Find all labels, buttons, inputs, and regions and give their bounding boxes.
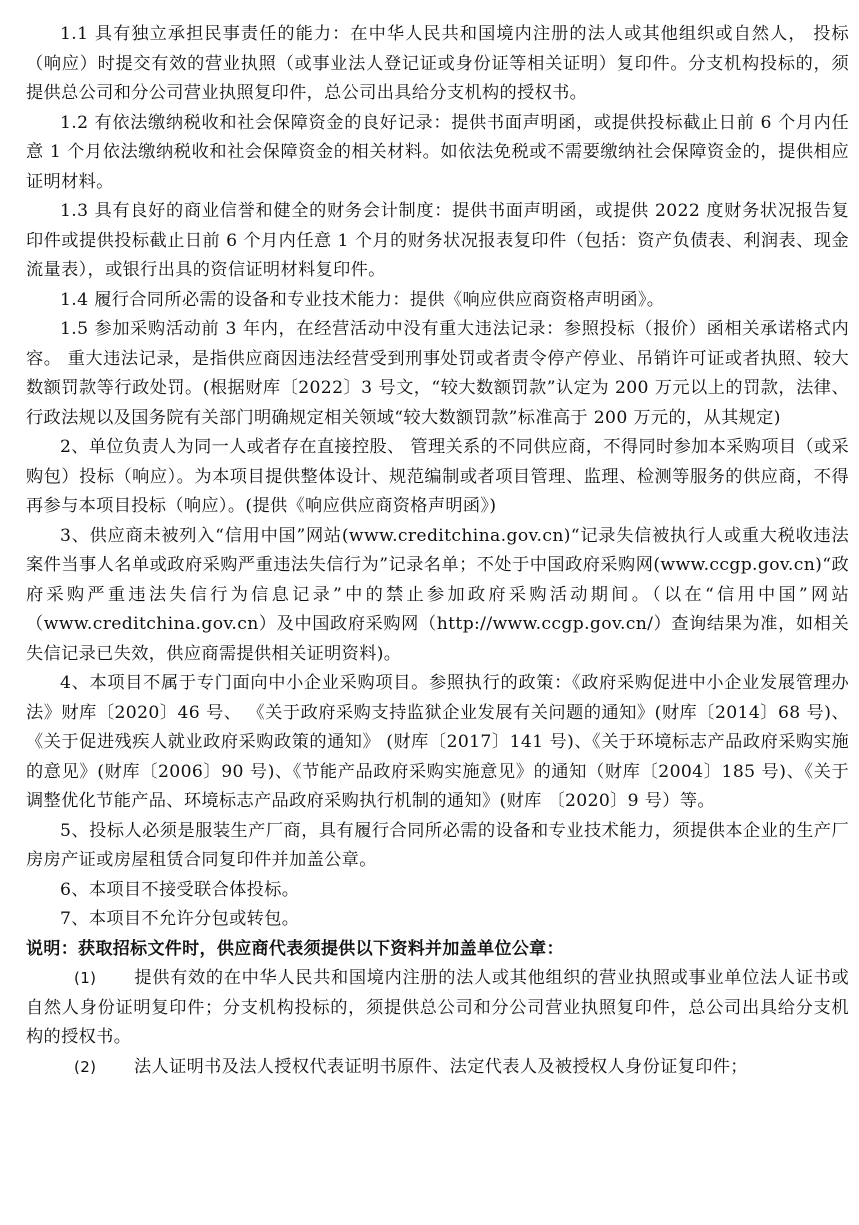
notes-item-text: 提供有效的在中华人民共和国境内注册的法人或其他组织的营业执照或事业单位法人证书或自然人身份证明复印件；分支机构投标的，须提供总公司和分公司营业执照复印件，总公司出具给分支机构的授权书。 <box>26 968 849 1047</box>
clause-2: 2、单位负责人为同一人或者存在直接控股、 管理关系的不同供应商，不得同时参加本采购项目（或采购包）投标（响应）。为本项目提供整体设计、规范编制或者项目管理、监理、检测等服务的供应商，不得再参与本项目投标（响应）。(提供《响应供应商资格声明函》) <box>26 437 849 516</box>
notes-heading: 说明：获取招标文件时，供应商代表须提供以下资料并加盖单位公章： <box>26 938 564 959</box>
clause-7: 7、本项目不允许分包或转包。 <box>60 909 300 929</box>
notes-item-number: (1) <box>74 969 97 987</box>
clause-1-4: 1.4 履行合同所必需的设备和专业技术能力：提供《响应供应商资格声明函》。 <box>60 289 665 310</box>
clause-1-5: 1.5 参加采购活动前 3 年内，在经营活动中没有重大违法记录：参照投标（报价）函相关承诺格式内容。 重大违法记录，是指供应商因违法经营受到刑事处罚或者责令停产停业、吊销许可证或者执照、较大数额罚款等行政处罚。(根据财库〔2022〕3 号文，“较大数额罚款”认定为 200 万元以上的罚款，法律、行政法规以及国务院有关部门明确规定相关领域“较大数额罚款”标准高于 200 万元的，从其规定) <box>26 319 849 428</box>
clause-6: 6、本项目不接受联合体投标。 <box>60 879 300 900</box>
clause-1-2: 1.2 有依法缴纳税收和社会保障资金的良好记录：提供书面声明函，或提供投标截止日前 6 个月内任意 1 个月依法缴纳税收和社会保障资金的相关材料。如依法免税或不需要缴纳社会保障资金的，提供相应证明材料。 <box>26 112 849 192</box>
notes-item-text: 法人证明书及法人授权代表证明书原件、法定代表人及被授权人身份证复印件； <box>134 1056 748 1077</box>
clause-4: 4、本项目不属于专门面向中小企业采购项目。参照执行的政策：《政府采购促进中小企业发展管理办法》财库〔2020〕46 号、 《关于政府采购支持监狱企业发展有关问题的通知》(财库〔2014〕68 号)、《关于促进残疾人就业政府采购政策的通知》 (财库〔2017〕141 号)、《关于环境标志产品政府采购实施的意见》(财库〔2006〕90 号)、《节能产品政府采购实施意见》的通知（财库〔2004〕185 号)、《关于调整优化节能产品、环境标志产品政府采购执行机制的通知》(财库 〔2020〕9 号）等。 <box>26 673 849 811</box>
clause-1-1: 1.1 具有独立承担民事责任的能力：在中华人民共和国境内注册的法人或其他组织或自然人， 投标（响应）时提交有效的营业执照（或事业法人登记证或身份证等相关证明）复印件。分支机构投标的，须提供总公司和分公司营业执照复印件，总公司出具给分支机构的授权书。 <box>26 24 849 103</box>
notes-item-1 <box>26 964 849 1053</box>
clause-5: 5、投标人必须是服装生产厂商，具有履行合同所必需的设备和专业技术能力，须提供本企业的生产厂房房产证或房屋租赁合同复印件并加盖公章。 <box>26 820 849 870</box>
clause-3: 3、供应商未被列入“信用中国”网站(www.creditchina.gov.cn)“记录失信被执行人或重大税收违法案件当事人名单或政府采购严重违法失信行为”记录名单；不处于中国政府采购网(www.ccgp.gov.cn)“政府采购严重违法失信行为信息记录”中的禁止参加政府采购活动期间。（以在“信用中国”网站（www.creditchina.gov.cn）及中国政府采购网（http://www.ccgp.gov.cn/）查询结果为准，如相关失信记录已失效，供应商需提供相关证明资料)。 <box>26 525 849 664</box>
clause-1-3: 1.3 具有良好的商业信誉和健全的财务会计制度：提供书面声明函，或提供 2022 度财务状况报告复印件或提供投标截止日前 6 个月内任意 1 个月的财务状况报表复印件（包括：资产负债表、利润表、现金流量表），或银行出具的资信证明材料复印件。 <box>26 201 849 280</box>
notes-item-2 <box>26 1053 849 1083</box>
notes-item-number: (2) <box>74 1057 97 1076</box>
